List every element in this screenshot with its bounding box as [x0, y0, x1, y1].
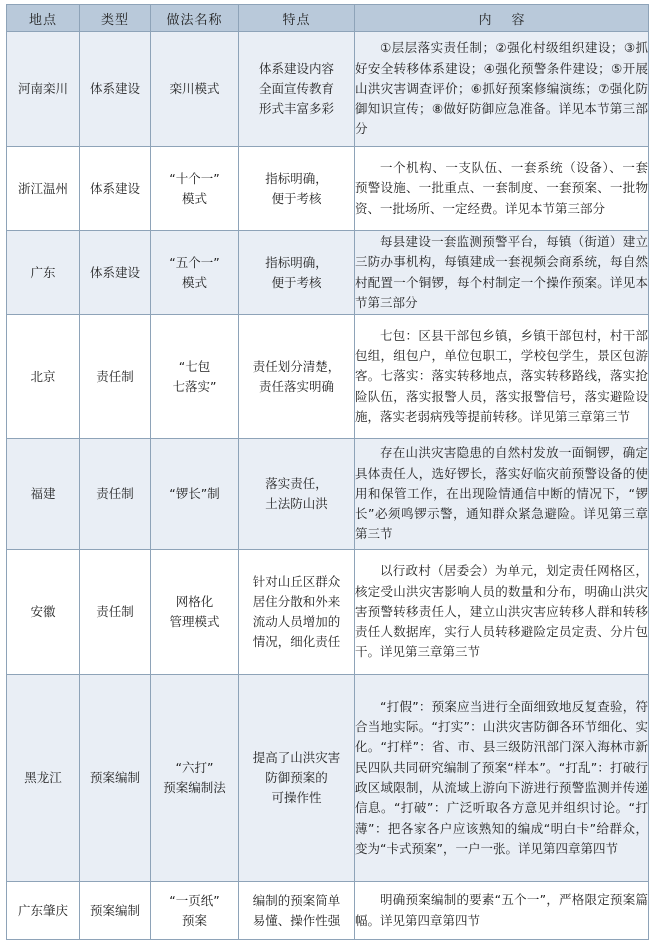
cell-features: 针对山丘区群众 居住分散和外来 流动人员增加的 情况，细化责任	[239, 550, 355, 675]
table-row	[7, 315, 649, 439]
cell-method: “五个一” 模式	[151, 231, 239, 315]
header-features: 特点	[239, 5, 355, 32]
cell-type: 责任制	[80, 550, 151, 675]
table-row	[7, 231, 649, 315]
cell-method: “十个一” 模式	[151, 147, 239, 231]
cell-features: 指标明确， 便于考核	[239, 147, 355, 231]
cell-location: 浙江温州	[7, 147, 80, 231]
header-type: 类型	[80, 5, 151, 32]
cell-type: 体系建设	[80, 32, 151, 147]
header-method: 做法名称	[151, 5, 239, 32]
cell-type: 预案编制	[80, 675, 151, 882]
cell-type: 责任制	[80, 439, 151, 550]
cell-location: 河南栾川	[7, 32, 80, 147]
table-row	[7, 439, 649, 550]
cell-content: 明确预案编制的要素“五个一”，严格限定预案篇幅。详见第四章第四节	[355, 882, 649, 940]
cell-location: 黑龙江	[7, 675, 80, 882]
cell-location: 北京	[7, 315, 80, 439]
cell-type: 预案编制	[80, 882, 151, 940]
header-content: 内容	[355, 5, 649, 32]
cell-features: 提高了山洪灾害 防御预案的 可操作性	[239, 675, 355, 882]
cell-location: 福建	[7, 439, 80, 550]
cell-method: “六打” 预案编制法	[151, 675, 239, 882]
cell-content: 每县建设一套监测预警平台，每镇（街道）建立三防办事机构，每镇建成一套视频会商系统，每自然村配置一个铜锣，每个村制定一个操作预案。详见本节第三部分	[355, 231, 649, 315]
cell-features: 编制的预案简单 易懂、操作性强	[239, 882, 355, 940]
header-row	[7, 5, 649, 32]
cell-method: “七包 七落实”	[151, 315, 239, 439]
cell-location: 广东肇庆	[7, 882, 80, 940]
cell-content: “打假”：预案应当进行全面细致地反复查验，符合当地实际。“打实”：山洪灾害防御各环节细化、实化。“打样”：省、市、县三级防汛部门深入海林市新民四队共同研究编制了预案“样本”。“打乱”：打破行政区域限制，从流域上游向下游进行预警监测并传递信息。“打破”：广泛听取各方意见并组织讨论。“打薄”：把各家各户应该熟知的编成“明白卡”给群众，变为“卡式预案”，一户一张。详见第四章第四节	[355, 675, 649, 882]
cell-features: 责任划分清楚， 责任落实明确	[239, 315, 355, 439]
cell-content: 七包：区县干部包乡镇，乡镇干部包村，村干部包组，组包户，单位包职工，学校包学生，景区包游客。七落实：落实转移地点，落实转移路线，落实抢险队伍，落实报警人员，落实报警信号，落实避险设施，落实老弱病残等提前转移。详见第三章第三节	[355, 315, 649, 439]
cell-method: 栾川模式	[151, 32, 239, 147]
cell-features: 指标明确， 便于考核	[239, 231, 355, 315]
cell-method: “锣长”制	[151, 439, 239, 550]
cell-features: 落实责任， 土法防山洪	[239, 439, 355, 550]
cell-content: 以行政村（居委会）为单元，划定责任网格区，核定受山洪灾害影响人员的数量和分布，明确山洪灾害预警转移责任人，建立山洪灾害应转移人群和转移责任人数据库，实行人员转移避险定员定责、分片包干。详见第三章第三节	[355, 550, 649, 675]
cell-content: 一个机构、一支队伍、一套系统（设备）、一套预警设施、一批重点、一套制度、一套预案、一批物资、一批场所、一定经费。详见本节第三部分	[355, 147, 649, 231]
cell-location: 广东	[7, 231, 80, 315]
cell-location: 安徽	[7, 550, 80, 675]
cell-features: 体系建设内容 全面宣传教育 形式丰富多彩	[239, 32, 355, 147]
table-row	[7, 882, 649, 940]
cell-type: 体系建设	[80, 231, 151, 315]
cell-type: 责任制	[80, 315, 151, 439]
table-row	[7, 675, 649, 882]
table-row	[7, 550, 649, 675]
disaster-prevention-methods-table	[6, 4, 649, 940]
header-location: 地点	[7, 5, 80, 32]
cell-content: 存在山洪灾害隐患的自然村发放一面铜锣，确定具体责任人，选好锣长，落实好临灾前预警设备的使用和保管工作，在出现险情通信中断的情况下，“锣长”必须鸣锣示警，通知群众紧急避险。详见第三章第三节	[355, 439, 649, 550]
table-row	[7, 32, 649, 147]
cell-method: “一页纸” 预案	[151, 882, 239, 940]
cell-method: 网格化 管理模式	[151, 550, 239, 675]
cell-type: 体系建设	[80, 147, 151, 231]
table-row	[7, 147, 649, 231]
cell-content: ①层层落实责任制；②强化村级组织建设；③抓好安全转移体系建设；④强化预警条件建设；⑤开展山洪灾害调查评价；⑥抓好预案修编演练；⑦强化防御知识宣传；⑧做好防御应急准备。详见本节第三部分	[355, 32, 649, 147]
